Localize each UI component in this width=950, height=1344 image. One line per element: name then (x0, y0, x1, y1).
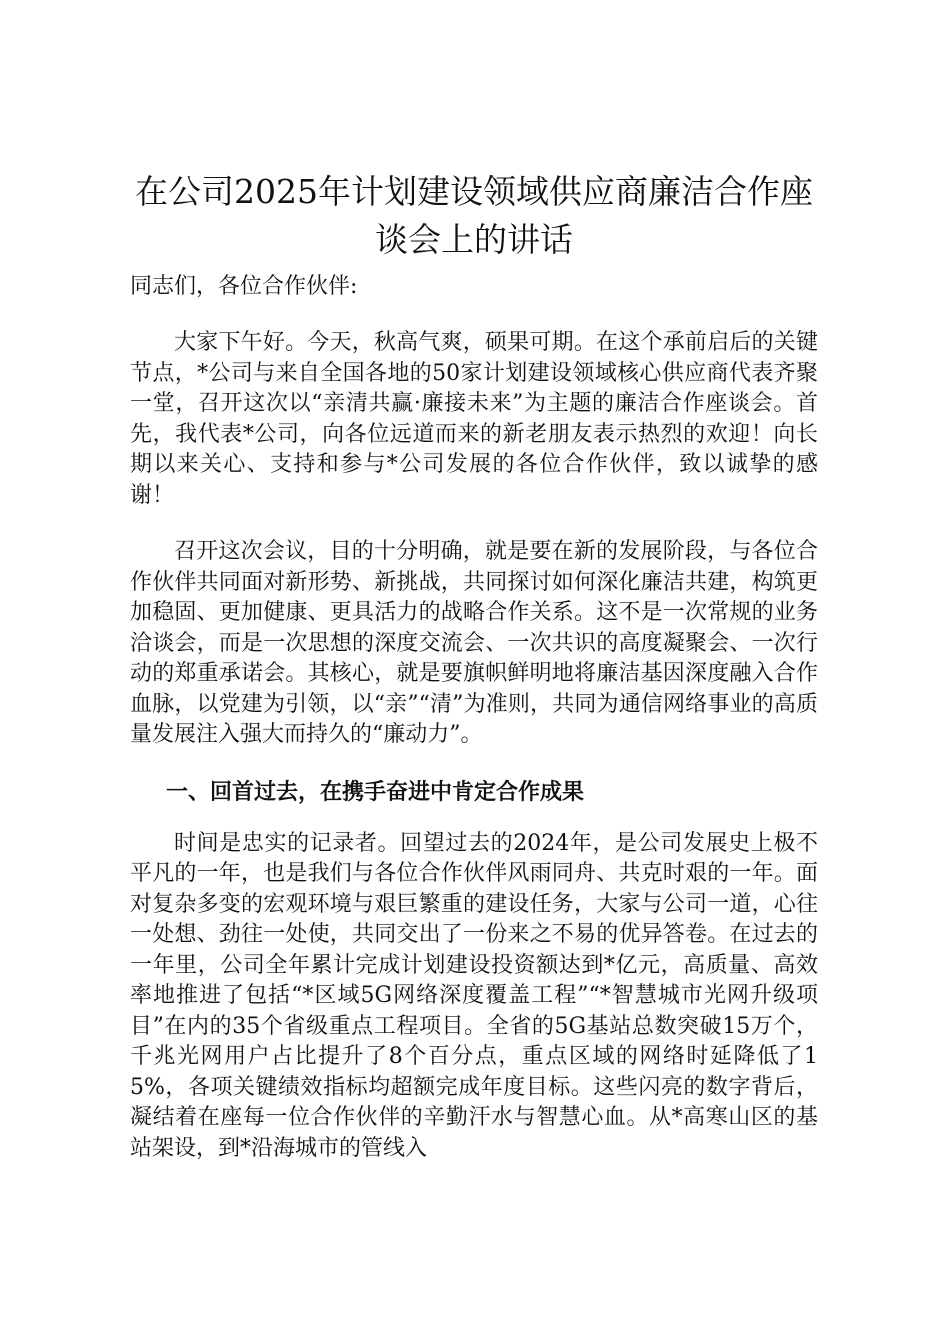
paragraph-review: 时间是忠实的记录者。回望过去的2024年，是公司发展史上极不平凡的一年，也是我们与各位合作伙伴风雨同舟、共克时艰的一年。面对复杂多变的宏观环境与艰巨繁重的建设任务，大家与公司一道，心往一处想、劲往一处使，共同交出了一份来之不易的优异答卷。在过去的一年里，公司全年累计完成计划建设投资额达到*亿元，高质量、高效率地推进了包括“*区域5G网络深度覆盖工程”“*智慧城市光网升级项目”在内的35个省级重点工程项目。全省的5G基站总数突破15万个，千兆光网用户占比提升了8个百分点，重点区域的网络时延降低了15%，各项关键绩效指标均超额完成年度目标。这些闪亮的数字背后，凝结着在座每一位合作伙伴的辛勤汗水与智慧心血。从*高寒山区的基站架设，到*沿海城市的管线入 (130, 830, 818, 1161)
paragraph-purpose: 召开这次会议，目的十分明确，就是要在新的发展阶段，与各位合作伙伴共同面对新形势、新挑战，共同探讨如何深化廉洁共建，构筑更加稳固、更加健康、更具活力的战略合作关系。这不是一次常规的业务洽谈会，而是一次思想的深度交流会、一次共识的高度凝聚会、一次行动的郑重承诺会。其核心，就是要旗帜鲜明地将廉洁基因深度融入合作血脉，以党建为引领，以“亲”“清”为准则，共同为通信网络事业的高质量发展注入强大而持久的“廉动力”。 (130, 539, 818, 747)
document-title: 在公司2025年计划建设领域供应商廉洁合作座谈会上的讲话 (135, 172, 813, 259)
salutation: 同志们，各位合作伙伴: (130, 274, 358, 299)
section-heading: 一、回首过去，在携手奋进中肯定合作成果 (166, 778, 585, 805)
document-body (130, 168, 818, 1164)
paragraph-opening: 大家下午好。今天，秋高气爽，硕果可期。在这个承前启后的关键节点，*公司与来自全国各地的50家计划建设领域核心供应商代表齐聚一堂，召开这次以“亲清共赢·廉接未来”为主题的廉洁合作座谈会。首先，我代表*公司，向各位远道而来的新老朋友表示热烈的欢迎！向长期以来关心、支持和参与*公司发展的各位合作伙伴，致以诚挚的感谢！ (130, 330, 818, 508)
